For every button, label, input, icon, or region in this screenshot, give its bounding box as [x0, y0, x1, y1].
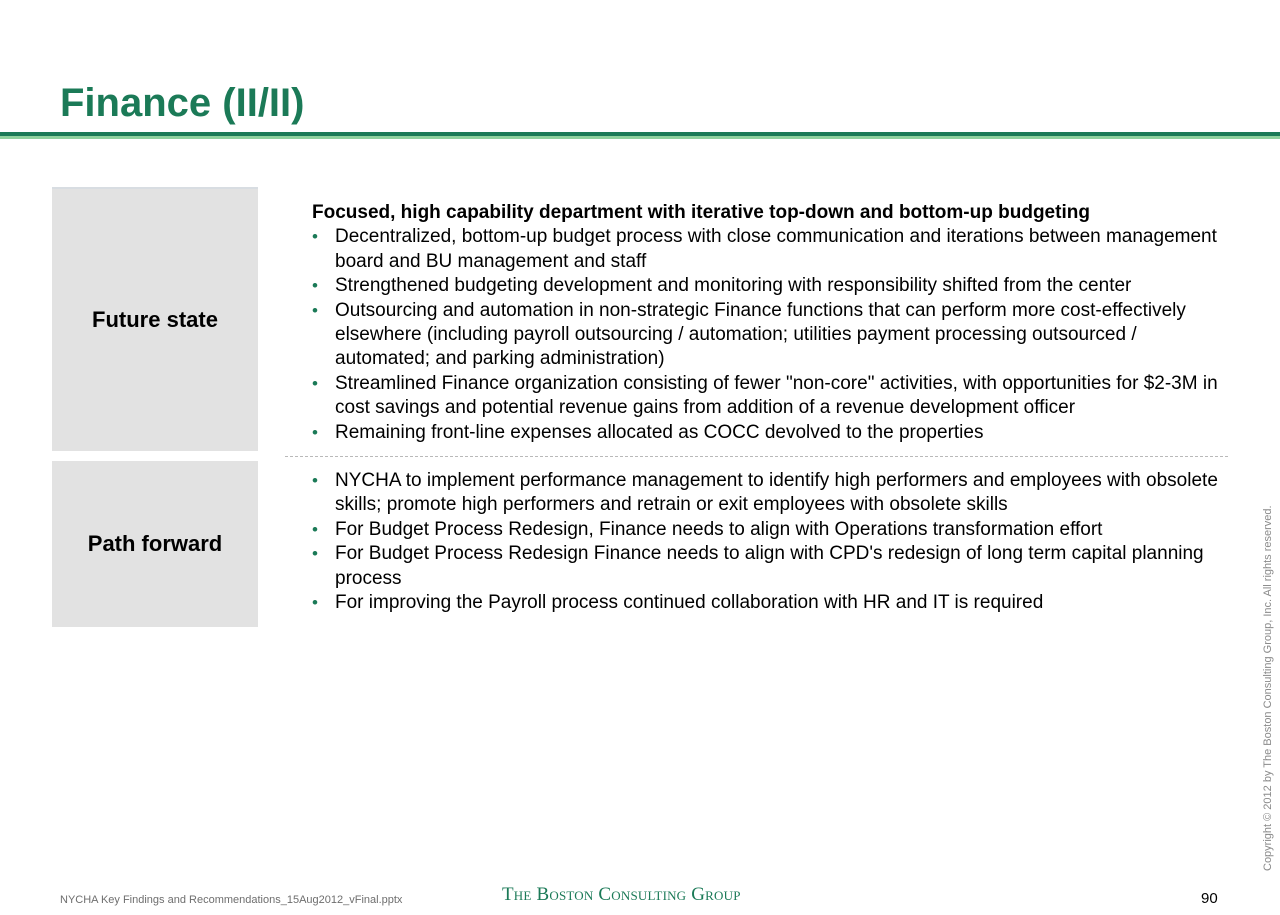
list-item	[312, 518, 1222, 542]
path-forward-bullet-list	[312, 469, 1222, 615]
page-title: Finance (II/II)	[60, 81, 305, 125]
list-item	[312, 421, 1222, 445]
list-item	[312, 542, 1222, 591]
list-item	[312, 591, 1222, 615]
bullet-icon: •	[312, 373, 318, 393]
bcg-logo: The Boston Consulting Group	[502, 884, 741, 905]
bullet-icon: •	[312, 593, 318, 613]
bullet-icon: •	[312, 544, 318, 564]
future-state-label: Future state	[92, 307, 218, 332]
bullet-text: NYCHA to implement performance management to identify high performers and employees with obsolete skills; promote high performers and retrain or exit employees with obsolete skills	[335, 470, 1218, 516]
future-state-label-box	[52, 187, 258, 451]
bullet-text: For improving the Payroll process continued collaboration with HR and IT is required	[335, 592, 1044, 614]
path-forward-content	[312, 469, 1222, 615]
footer-filename: NYCHA Key Findings and Recommendations_15Aug2012_vFinal.pptx	[60, 894, 403, 906]
page-number: 90	[1201, 890, 1218, 907]
bullet-icon: •	[312, 422, 318, 442]
title-rule-accent	[0, 136, 1280, 139]
bullet-icon: •	[312, 276, 318, 296]
bullet-icon: •	[312, 227, 318, 247]
bullet-text: Strengthened budgeting development and monitoring with responsibility shifted from the center	[335, 275, 1132, 297]
bullet-text: Remaining front-line expenses allocated as COCC devolved to the properties	[335, 421, 984, 443]
path-forward-label-box	[52, 461, 258, 627]
future-state-content	[312, 201, 1222, 445]
bullet-text: Outsourcing and automation in non-strategic Finance functions that can perform more cost-effectively elsewhere (including payroll outsourcing / automation; utilities payment processing outsourced / automated; and parking administration)	[335, 299, 1186, 370]
future-state-bullet-list	[312, 225, 1222, 445]
bullet-text: For Budget Process Redesign, Finance needs to align with Operations transformation effort	[335, 518, 1103, 540]
section-divider	[285, 456, 1228, 457]
bullet-icon: •	[312, 300, 318, 320]
bullet-text: Decentralized, bottom-up budget process with close communication and iterations between management board and BU management and staff	[335, 226, 1217, 272]
future-state-heading: Focused, high capability department with iterative top-down and bottom-up budgeting	[312, 202, 1090, 223]
list-item	[312, 469, 1222, 518]
list-item	[312, 274, 1222, 298]
list-item	[312, 225, 1222, 274]
bullet-icon: •	[312, 471, 318, 490]
copyright-notice: Copyright © 2012 by The Boston Consulting Group, Inc. All rights reserved.	[1262, 505, 1274, 871]
list-item	[312, 299, 1222, 372]
bullet-text: Streamlined Finance organization consisting of fewer "non-core" activities, with opportunities for $2-3M in cost savings and potential revenue gains from addition of a revenue development officer	[335, 372, 1218, 419]
bullet-icon: •	[312, 519, 318, 539]
bullet-text: For Budget Process Redesign Finance needs to align with CPD's redesign of long term capital planning process	[335, 543, 1204, 589]
path-forward-label: Path forward	[87, 531, 223, 556]
list-item	[312, 372, 1222, 421]
